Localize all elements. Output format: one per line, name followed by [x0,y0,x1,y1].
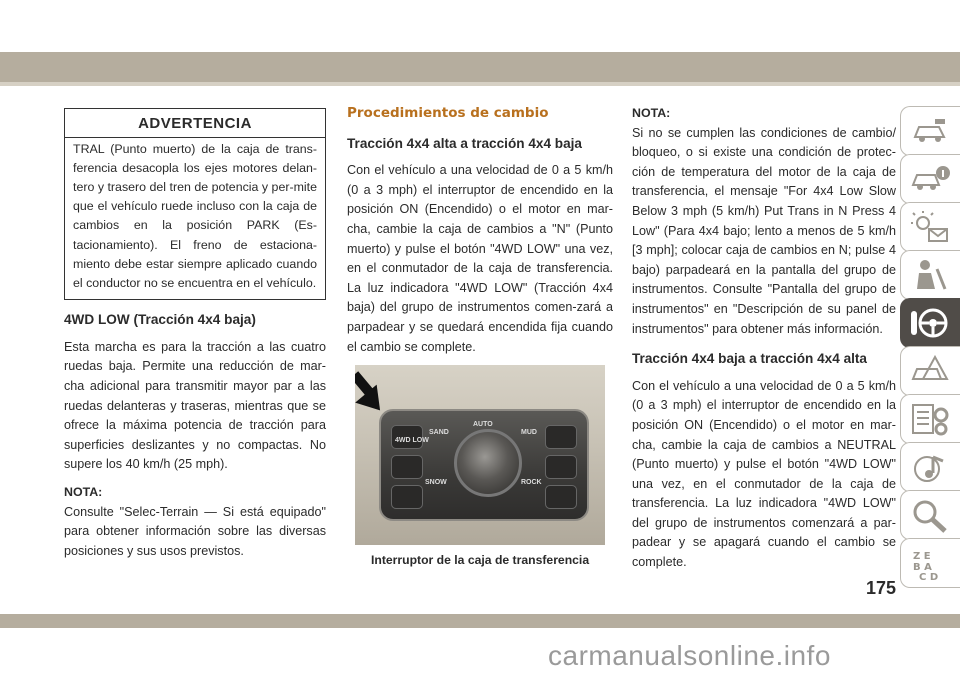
warning-box [64,108,326,300]
label-snow: SNOW [425,479,447,487]
panel-button [391,455,423,479]
car-info-icon [911,163,951,197]
panel-button [391,485,423,509]
switch-panel [379,409,589,521]
magnifier-icon [911,499,951,533]
multimedia-note-icon [911,451,951,485]
note-label: NOTA: [632,106,671,120]
label-4wd-low: 4WD LOW [395,437,429,445]
heading-low-to-high: Tracción 4x4 baja a tracción 4x4 alta [632,351,867,367]
warning-lights-icon [911,211,951,245]
tab-maintenance[interactable] [900,394,960,444]
svg-text:Z E: Z E [913,551,931,562]
label-rock: ROCK [521,479,542,487]
column-right [632,104,896,581]
tab-seat-safety[interactable] [900,250,960,300]
heading-4wd-low: 4WD LOW (Tracción 4x4 baja) [64,312,256,328]
footer-stripe [0,614,960,628]
header-stripe-light [0,82,960,86]
note-label: NOTA: [64,484,103,499]
watermark: carmanualsonline.info [548,640,831,671]
svg-text:B A: B A [913,562,932,573]
label-auto: AUTO [473,421,493,429]
header-stripe [0,52,960,82]
tab-starting-operating[interactable] [900,298,960,348]
page-number: 175 [866,578,897,598]
warning-title: ADVERTENCIA [65,109,325,138]
column-middle [347,104,613,571]
warning-text: TRAL (Punto muerto) de la caja de trans-ferencia desacopla los ejes motores delan-tero y trasero del tren de potencia y per-mite que el vehículo ruede incluso con la caja de cambios en la posición PARK (Es-tacionamiento). El freno de estaciona-miento debe estar siempre aplicado cuando el conductor no se encuentra en el vehículo. [73,141,317,291]
paragraph-low-to-high: Con el vehículo a una velocidad de 0 a 5 km/h (0 a 3 mph) el interruptor de encendido en la posición ON (Encendido) o el motor en mar-cha, cambie la caja de cambios a NEUTRAL (Punto muerto) y pulse el botón "4WD LOW" una vez, en el conmutador de la caja de transferencia. La luz indicadora "4WD LOW" del grupo de instrumentos comenzará a par-padear y se apagará cuando el cambio se complete. [632,378,896,570]
car-hazard-icon [911,355,951,389]
maintenance-checklist-icon [911,403,951,437]
tab-emergency[interactable] [900,346,960,396]
paragraph-high-to-low: Con el vehículo a una velocidad de 0 a 5 km/h (0 a 3 mph) el interruptor de encendido en la posición ON (Encendido) o el motor en mar-cha, cambie la caja de cambios a "N" (Punto muerto) y pulse el botón "4WD LOW" una vez, en el conmutador de la caja de transferencia. La luz indicadora "4WD LOW" (Tracción 4x4 baja) del grupo de instrumentos comen-zará a parpadear y se quedará encendida fija cuando el cambio se complete. [347,163,613,354]
tab-index[interactable] [900,538,960,588]
panel-button [545,425,577,449]
tab-customer-assistance[interactable] [900,490,960,540]
top-margin [0,0,960,52]
index-letters-icon [911,547,951,581]
section-title: Procedimientos de cambio [347,105,549,121]
tab-warning-lights[interactable] [900,202,960,252]
panel-button [545,455,577,479]
paragraph-4wd-low: Esta marcha es para la tracción a las cuatro ruedas baja. Permite una reducción de mar-cha adicional para transmitir mayor par a las ruedas delanteras y traseras, mientras que se ofrece la máxima potencia de tracción para superficies deslizantes y no compactas. No supere los 40 km/h (25 mph). [64,339,326,472]
photo-caption: Interruptor de la caja de transferencia [371,553,590,568]
panel-button [545,485,577,509]
terrain-knob [454,429,522,497]
label-mud: MUD [521,429,537,437]
tab-multimedia[interactable] [900,442,960,492]
tab-car-info[interactable] [900,154,960,204]
tab-car-key[interactable] [900,106,960,156]
heading-high-to-low: Tracción 4x4 alta a tracción 4x4 baja [347,135,582,151]
car-key-icon [911,115,951,149]
note-text: Si no se cumplen las condiciones de cambio/ bloqueo, o si existe una condición de protec-ción de temperatura del motor de la caja de transferencia, el mensaje "For 4x4 Low Slow Below 3 mph (5 km/h) Put Trans in N Press 4 Low" (Para 4x4 bajo; lento a menos de 5 km/h [3 mph]; colocar caja de cambios en N; pulse 4 bajo) parpadeará en la pantalla del grupo de instrumentos. Consulte "Pantalla del grupo de instrumentos" en "Descripción de su panel de instrumentos" para obtener más información. [632,125,896,336]
svg-text:C D: C D [919,572,939,581]
steering-wheel-icon [911,307,951,341]
label-sand: SAND [429,429,449,437]
seat-safety-icon [911,259,951,293]
note-text: Consulte "Selec-Terrain — Si está equipado" para obtener información sobre las diversas posiciones y sus usos previstos. [64,504,326,558]
transfer-case-switch-photo [355,365,605,545]
column-left [64,108,326,569]
